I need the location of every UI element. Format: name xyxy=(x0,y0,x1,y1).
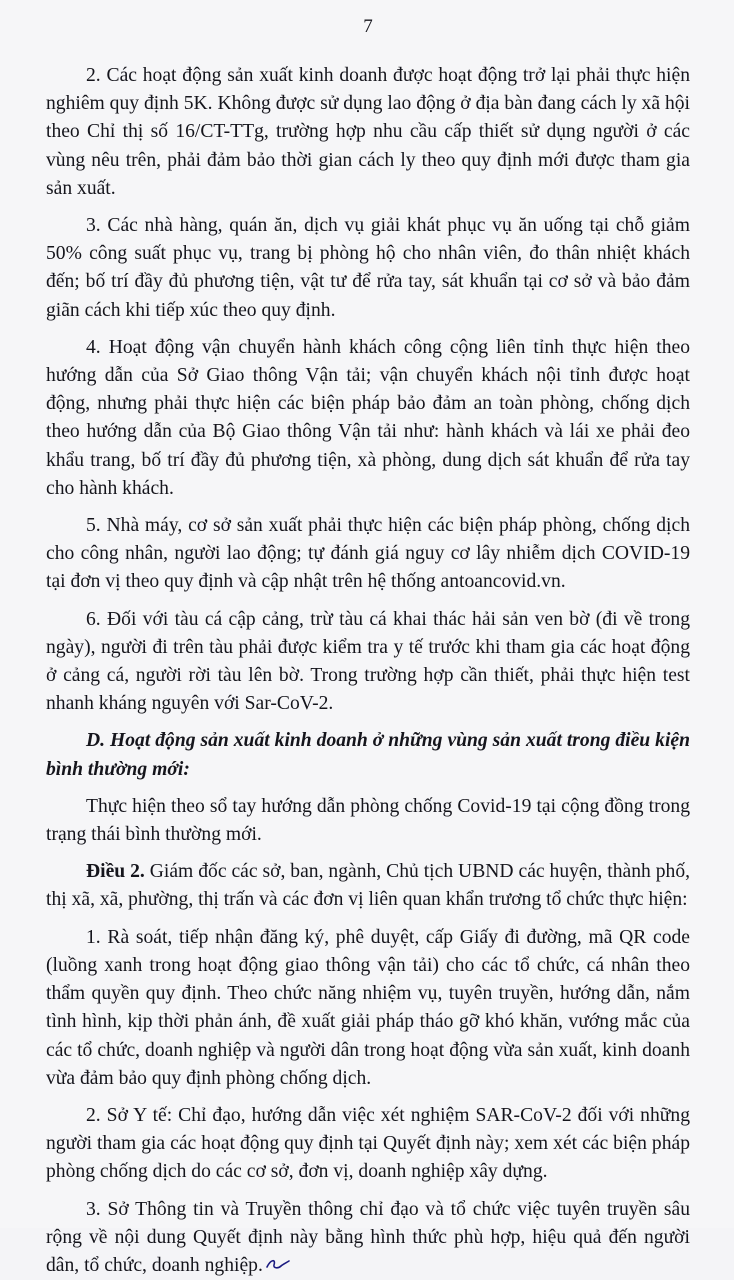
paragraph-text: 1. Rà soát, tiếp nhận đăng ký, phê duyệt, cấp Giấy đi đường, mã QR code (luồng xanh trong hoạt động giao thông vận tải) cho các tổ chức, cá nhân theo thẩm quyền quy định. Theo chức năng nhiệm vụ, tuyên truyền, hướng dẫn, nắm tình hình, kịp thời phản ánh, đề xuất giải pháp tháo gỡ khó khăn, vướng mắc của các tổ chức, doanh nghiệp và người dân trong hoạt động vừa sản xuất, kinh doanh vừa đảm bảo quy định phòng chống dịch. xyxy=(46,926,690,1089)
heading-text: D. Hoạt động sản xuất kinh doanh ở những vùng sản xuất trong điều kiện bình thường mới: xyxy=(46,730,690,780)
paragraph-2-5k xyxy=(46,62,690,203)
paragraph-5-factories xyxy=(46,512,690,597)
paragraph-4-transport xyxy=(46,334,690,503)
article-2-item-2-health xyxy=(46,1102,690,1187)
paragraph-text: Thực hiện theo sổ tay hướng dẫn phòng chống Covid-19 tại cộng đồng trong trạng thái bình thường mới. xyxy=(46,795,690,846)
paragraph-3-restaurants xyxy=(46,212,690,325)
article-2 xyxy=(46,858,690,914)
paragraph-text: 3. Sở Thông tin và Truyền thông chỉ đạo và tổ chức việc tuyên truyền sâu rộng về nội dung Quyết định này bằng hình thức phù hợp, hiệu quả đến người dân, tổ chức, doanh nghiệp. xyxy=(46,1198,690,1276)
paragraph-text: 4. Hoạt động vận chuyển hành khách công cộng liên tỉnh thực hiện theo hướng dẫn của Sở Giao thông Vận tải; vận chuyển khách nội tỉnh được hoạt động, nhưng phải thực hiện các biện pháp bảo đảm an toàn phòng, chống dịch theo hướng dẫn của Bộ Giao thông Vận tải như: hành khách và lái xe phải đeo khẩu trang, bố trí đầy đủ phương tiện, xà phòng, dung dịch sát khuẩn để rửa tay cho hành khách. xyxy=(46,336,690,499)
page-number: 7 xyxy=(363,16,373,37)
paragraph-text: 2. Các hoạt động sản xuất kinh doanh được hoạt động trở lại phải thực hiện nghiêm quy định 5K. Không được sử dụng lao động ở địa bàn đang cách ly xã hội theo Chỉ thị số 16/CT-TTg, trường hợp nhu cầu cấp thiết sử dụng người ở các vùng nêu trên, phải đảm bảo thời gian cách ly theo quy định mới được tham gia sản xuất. xyxy=(46,65,690,199)
handwritten-initial-mark xyxy=(265,1257,291,1271)
paragraph-text: Giám đốc các sở, ban, ngành, Chủ tịch UBND các huyện, thành phố, thị xã, xã, phường, thị trấn và các đơn vị liên quan khẩn trương tổ chức thực hiện: xyxy=(46,861,691,911)
paragraph-text: 2. Sở Y tế: Chỉ đạo, hướng dẫn việc xét nghiệm SAR-CoV-2 đối với những người tham gia các hoạt động quy định tại Quyết định này; xem xét các biện pháp phòng chống dịch do các cơ sở, đơn vị, doanh nghiệp xây dựng. xyxy=(46,1104,690,1183)
paragraph-new-normal xyxy=(46,793,690,849)
article-2-item-3-information xyxy=(46,1196,690,1280)
article-2-item-1 xyxy=(46,924,690,1093)
paragraph-6-fishing xyxy=(46,606,690,719)
paragraph-text: 3. Các nhà hàng, quán ăn, dịch vụ giải khát phục vụ ăn uống tại chỗ giảm 50% công suất phục vụ, trang bị phòng hộ cho nhân viên, đo thân nhiệt khách đến; bố trí đầy đủ phương tiện, vật tư để rửa tay, sát khuẩn tại cơ sở và bảo đảm giãn cách khi tiếp xúc theo quy định. xyxy=(46,215,690,321)
article-2-label: Điều 2. xyxy=(86,861,145,883)
section-d-heading xyxy=(46,727,690,783)
paragraph-text: 6. Đối với tàu cá cập cảng, trừ tàu cá khai thác hải sản ven bờ (đi về trong ngày), người đi trên tàu phải được kiểm tra y tế trước khi tham gia các hoạt động ở cảng cá, người rời tàu lên bờ. Trong trường hợp cần thiết, phải thực hiện test nhanh kháng nguyên với Sar-CoV-2. xyxy=(46,608,690,715)
paragraph-text: 5. Nhà máy, cơ sở sản xuất phải thực hiện các biện pháp phòng, chống dịch cho công nhân, người lao động; tự đánh giá nguy cơ lây nhiễm dịch COVID-19 tại đơn vị theo quy định và cập nhật trên hệ thống antoancovid.vn. xyxy=(46,515,690,593)
